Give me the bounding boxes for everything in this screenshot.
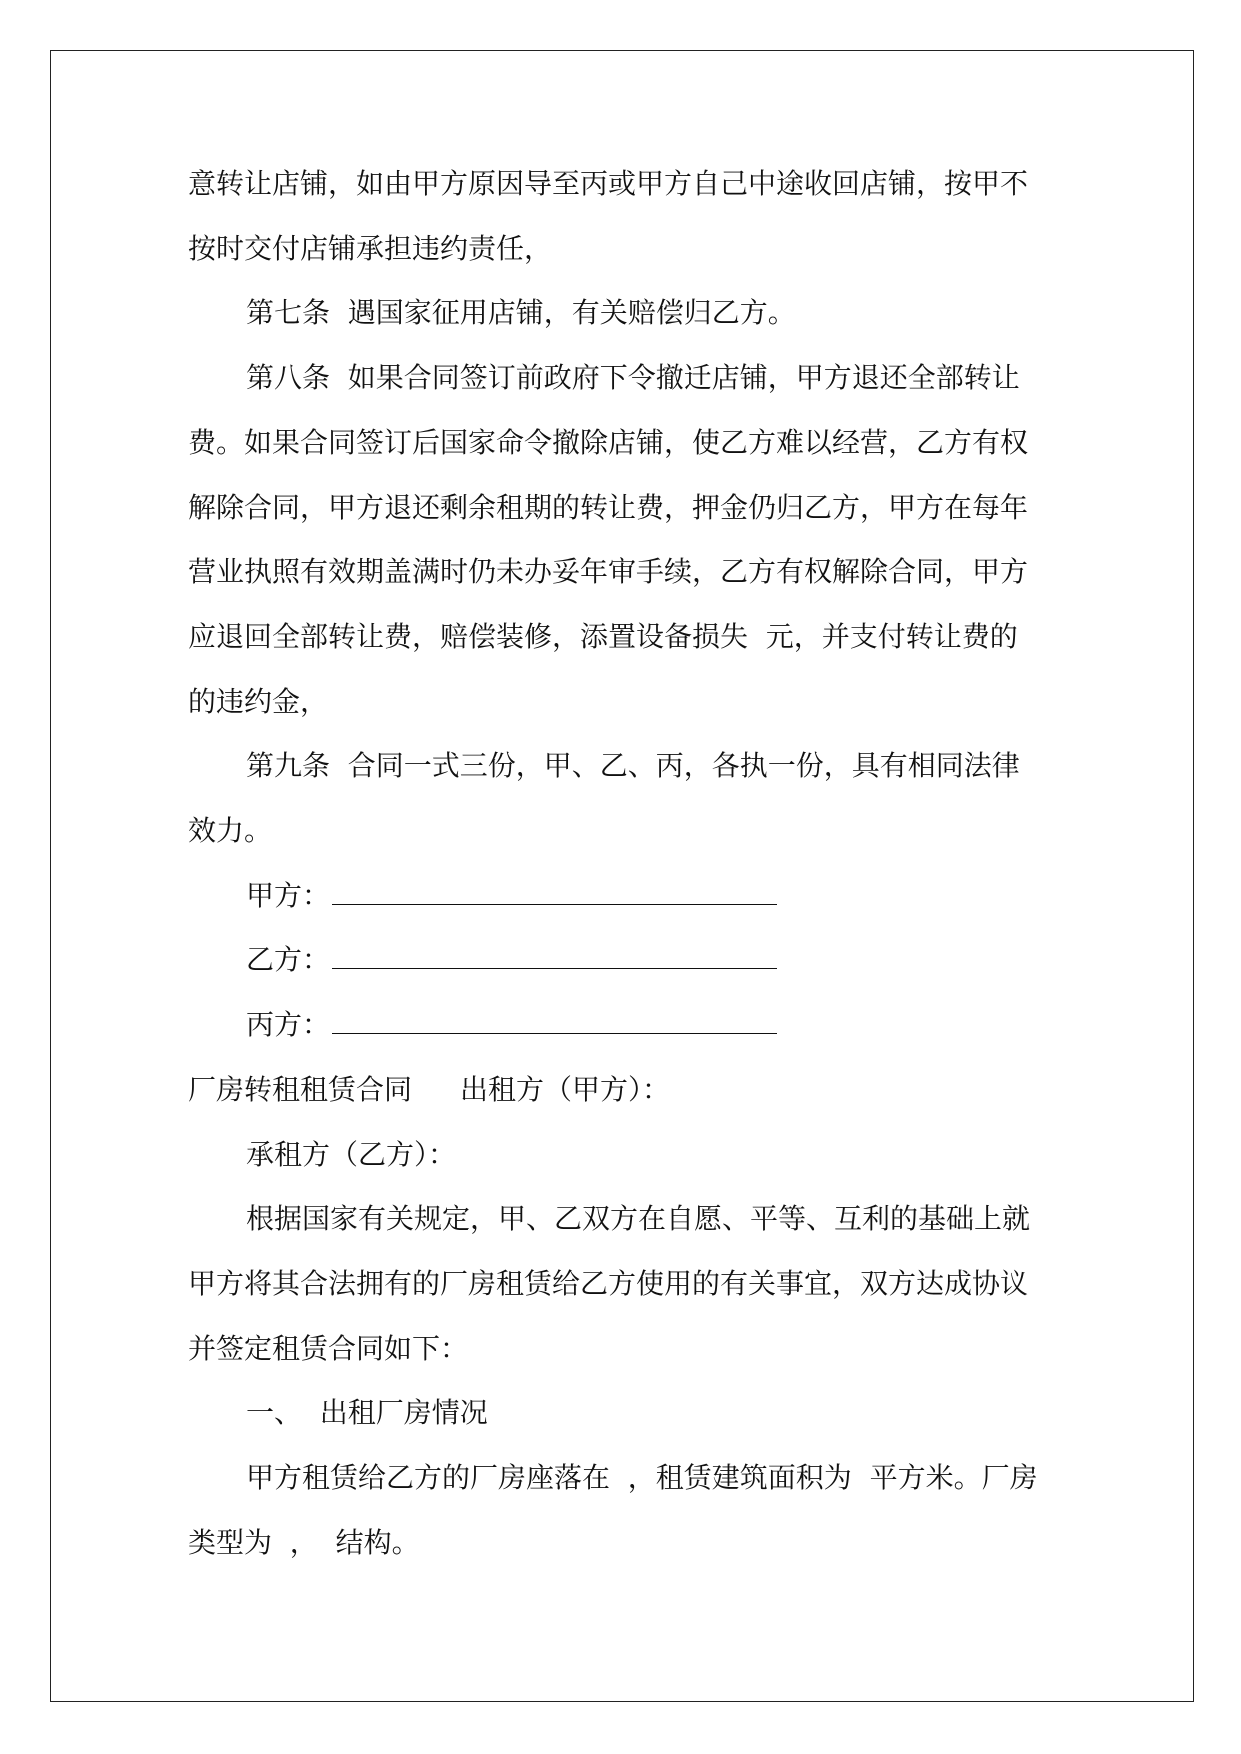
signature-label: 乙方： bbox=[246, 943, 331, 977]
section-1-line: 甲方租赁给乙方的厂房座落在 ，租赁建筑面积为 平方米。厂房 bbox=[246, 1461, 1038, 1495]
section-1-line: 类型为 ， 结构。 bbox=[188, 1525, 420, 1559]
intro-line: 甲方将其合法拥有的厂房租赁给乙方使用的有关事宜，双方达成协议 bbox=[188, 1266, 1029, 1300]
signature-label: 丙方： bbox=[246, 1008, 331, 1042]
article-8-line: 营业执照有效期盖满时仍未办妥年审手续，乙方有权解除合同，甲方 bbox=[188, 555, 1029, 589]
document-body bbox=[188, 152, 1056, 1575]
article-8-line: 解除合同，甲方退还剩余租期的转让费，押金仍归乙方，甲方在每年 bbox=[188, 490, 1029, 524]
signature-blank bbox=[332, 942, 777, 969]
signature-party-c bbox=[188, 993, 1056, 1058]
text-line: 意转让店铺，如由甲方原因导至丙或甲方自己中途收回店铺，按甲不 bbox=[188, 167, 1029, 200]
section-1-title: 一、 出租厂房情况 bbox=[246, 1396, 488, 1430]
article-8-line: 费。如果合同签订后国家命令撤除店铺，使乙方难以经营，乙方有权 bbox=[188, 425, 1029, 459]
signature-party-a bbox=[188, 864, 1056, 929]
lessee-label: 承租方（乙方）： bbox=[246, 1137, 457, 1171]
text-line: 按时交付店铺承担违约责任， bbox=[188, 231, 553, 265]
contract-title: 厂房转租租赁合同 bbox=[188, 1072, 413, 1106]
lessor-label: 出租方（甲方）： bbox=[460, 1072, 671, 1106]
signature-blank bbox=[332, 878, 777, 905]
intro-line: 并签定租赁合同如下： bbox=[188, 1331, 469, 1365]
signature-label: 甲方： bbox=[246, 878, 331, 912]
article-8-line: 第八条 如果合同签订前政府下令撤迁店铺，甲方退还全部转让 bbox=[246, 361, 1020, 395]
contract-title-line bbox=[188, 1058, 1056, 1123]
article-9-line: 第九条 合同一式三份，甲、乙、丙，各执一份，具有相同法律 bbox=[246, 749, 1020, 783]
signature-party-b bbox=[188, 928, 1056, 993]
article-7: 第七条 遇国家征用店铺，有关赔偿归乙方。 bbox=[246, 296, 796, 330]
article-8-line: 应退回全部转让费，赔偿装修，添置设备损失 元，并支付转让费的 bbox=[188, 619, 1018, 653]
article-9-line: 效力。 bbox=[188, 814, 273, 848]
intro-line: 根据国家有关规定，甲、乙双方在自愿、平等、互利的基础上就 bbox=[246, 1202, 1031, 1236]
article-8-line: 的违约金， bbox=[188, 684, 329, 718]
signature-blank bbox=[332, 1007, 777, 1034]
